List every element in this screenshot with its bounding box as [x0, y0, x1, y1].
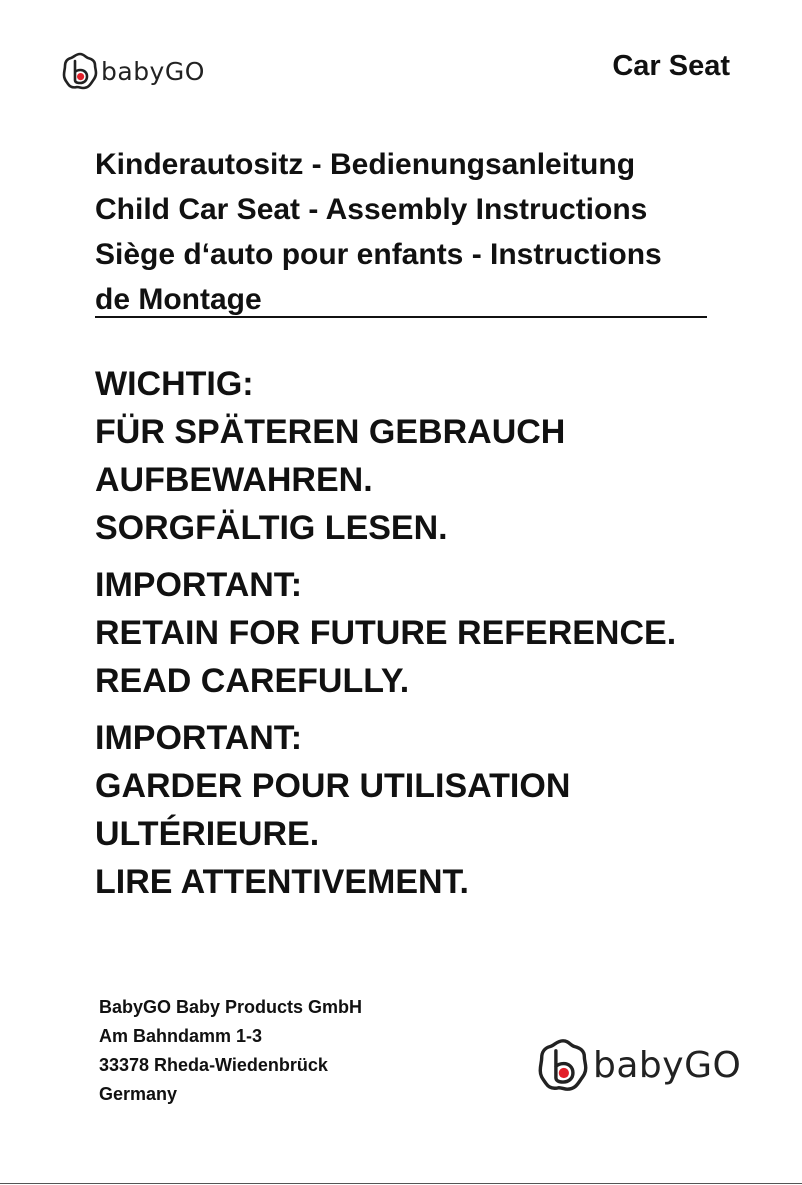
document-title	[95, 142, 707, 322]
babygo-logo-icon	[62, 52, 98, 90]
notice-english	[95, 561, 735, 705]
notice-line: AUFBEWAHREN.	[95, 461, 373, 499]
notice-line: READ CAREFULLY.	[95, 662, 410, 700]
brand-logo-footer	[537, 1038, 741, 1092]
notice-heading: IMPORTANT:	[95, 566, 303, 604]
brand-logo-header	[62, 52, 205, 90]
notice-line: LIRE ATTENTIVEMENT.	[95, 863, 469, 901]
notice-line: SORGFÄLTIG LESEN.	[95, 509, 448, 547]
notice-line: FÜR SPÄTEREN GEBRAUCH	[95, 413, 566, 451]
postal-city: 33378 Rheda-Wiedenbrück	[99, 1055, 328, 1075]
notice-line: GARDER POUR UTILISATION	[95, 767, 571, 805]
title-line-fr: Siège d‘auto pour enfants - Instructions	[95, 238, 662, 271]
logo-wordmark: babyGO	[593, 1044, 742, 1086]
product-name: Car Seat	[612, 50, 730, 82]
title-line-en: Child Car Seat - Assembly Instructions	[95, 193, 648, 226]
notice-heading: IMPORTANT:	[95, 719, 303, 757]
notice-line: RETAIN FOR FUTURE REFERENCE.	[95, 614, 677, 652]
street-address: Am Bahndamm 1-3	[99, 1026, 263, 1046]
notice-german	[95, 360, 735, 552]
country: Germany	[99, 1084, 178, 1104]
notice-line: ULTÉRIEURE.	[95, 815, 320, 853]
page-bottom-rule	[0, 1183, 802, 1184]
company-address	[99, 993, 362, 1109]
notice-french	[95, 714, 735, 906]
title-line-fr-cont: de Montage	[95, 283, 262, 316]
babygo-logo-icon	[537, 1038, 589, 1092]
notice-heading: WICHTIG:	[95, 365, 254, 403]
company-name: BabyGO Baby Products GmbH	[99, 997, 363, 1017]
logo-wordmark: babyGO	[101, 56, 205, 86]
title-underline	[95, 316, 707, 318]
title-line-de: Kinderautositz - Bedienungsanleitung	[95, 148, 636, 181]
